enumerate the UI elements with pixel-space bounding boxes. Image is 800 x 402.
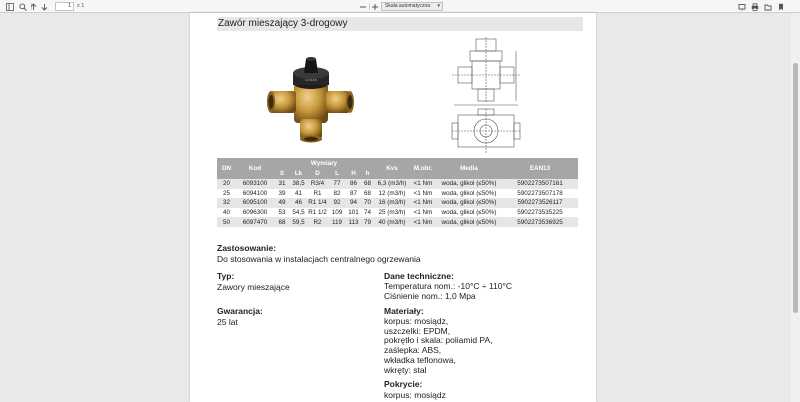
table-cell: 79: [361, 217, 374, 227]
col-header: Lk: [290, 169, 307, 180]
col-header: L: [328, 169, 346, 180]
col-header: Media: [436, 158, 502, 179]
table-cell: 82: [328, 189, 346, 199]
typ-heading: Typ:: [217, 271, 235, 281]
dane-line: Temperatura nom.: -10°C ÷ 110°C: [384, 281, 512, 291]
table-cell: <1 Nm: [410, 198, 436, 208]
table-cell: 20: [217, 179, 236, 189]
materialy-line: wkładka teflonowa,: [384, 354, 456, 365]
table-cell: 16 (m3/h): [374, 198, 410, 208]
table-cell: 5902273507178: [502, 189, 578, 199]
save-icon[interactable]: [762, 1, 773, 12]
materialy-line: zaślepka: ABS,: [384, 345, 442, 356]
table-row: [217, 217, 578, 227]
table-row: [217, 189, 578, 199]
table-row: [217, 198, 578, 208]
col-header: S: [274, 169, 290, 180]
materialy-line: wkręty: stal: [384, 364, 427, 375]
technical-drawing: [450, 37, 522, 157]
gwarancja-heading: Gwarancja:: [217, 306, 263, 316]
typ-text: Zawory mieszające: [217, 282, 290, 292]
table-cell: 46: [290, 198, 307, 208]
previous-page-button[interactable]: [28, 1, 39, 12]
col-header: Kvs: [374, 158, 410, 179]
col-header: h: [361, 169, 374, 180]
page-title: Zawór mieszający 3-drogowy: [218, 18, 348, 29]
page-number-input[interactable]: 1: [55, 2, 74, 11]
table-cell: 92: [328, 198, 346, 208]
pdf-page: [190, 13, 596, 402]
col-header: M.obr.: [410, 158, 436, 179]
table-cell: 68: [274, 217, 290, 227]
table-cell: 109: [328, 208, 346, 218]
table-cell: 59,5: [290, 217, 307, 227]
table-cell: <1 Nm: [410, 217, 436, 227]
table-cell: 54,5: [290, 208, 307, 218]
table-cell: 6096300: [236, 208, 274, 218]
col-header: DN: [217, 158, 236, 179]
table-cell: 101: [346, 208, 361, 218]
spec-table: [217, 158, 578, 227]
zoom-select[interactable]: Skala automatyczna ▾: [381, 2, 443, 11]
vertical-scrollbar[interactable]: [791, 13, 800, 402]
table-cell: <1 Nm: [410, 189, 436, 199]
col-header: EAN13: [502, 158, 578, 179]
table-cell: R1 1/2: [308, 209, 327, 217]
table-cell: 5902273526117: [502, 198, 578, 208]
table-cell: 6093100: [236, 179, 274, 189]
table-cell: 6,3 (m3/h): [374, 179, 410, 189]
table-cell: 25 (m3/h): [374, 208, 410, 218]
table-cell: R1 1/4: [308, 199, 327, 207]
pokrycie-heading: Pokrycie:: [384, 379, 423, 389]
materialy-heading: Materiały:: [384, 306, 424, 316]
search-icon[interactable]: [17, 1, 28, 12]
pdf-toolbar: [0, 0, 800, 13]
scrollbar-thumb[interactable]: [793, 63, 798, 313]
table-cell: 50: [217, 217, 236, 227]
table-cell: 5902273507161: [502, 179, 578, 189]
table-cell: 6094100: [236, 189, 274, 199]
table-cell: 87: [346, 189, 361, 199]
table-cell: 32: [217, 198, 236, 208]
table-cell: R3/4: [307, 179, 328, 189]
product-title-bar: [217, 17, 583, 31]
col-header: H: [346, 169, 361, 180]
table-cell: 49: [274, 198, 290, 208]
table-cell: 40 (m3/h): [374, 217, 410, 227]
table-cell: 94: [346, 198, 361, 208]
table-cell: <1 Nm: [410, 179, 436, 189]
table-cell: 41: [290, 189, 307, 199]
sidebar-toggle-icon[interactable]: [4, 1, 15, 12]
table-cell: 6097470: [236, 217, 274, 227]
table-cell: 74: [361, 208, 374, 218]
page-total-label: z 1: [77, 3, 85, 9]
table-cell: 5902273535225: [502, 208, 578, 218]
table-cell: 113: [346, 217, 361, 227]
table-cell: 68: [361, 179, 374, 189]
table-cell: 77: [328, 179, 346, 189]
dane-heading: Dane techniczne:: [384, 271, 454, 281]
gwarancja-text: 25 lat: [217, 317, 238, 327]
table-cell: 53: [274, 208, 290, 218]
table-cell: woda, glikol (≤50%): [436, 208, 502, 218]
table-cell: 40: [217, 208, 236, 218]
dane-list: [384, 282, 512, 301]
table-cell: 86: [346, 179, 361, 189]
svg-text:1 2 3 4 5: 1 2 3 4 5: [305, 78, 317, 82]
table-cell: 70: [361, 198, 374, 208]
table-cell: 31: [274, 179, 290, 189]
next-page-button[interactable]: [39, 1, 50, 12]
materialy-line: uszczelki: EPDM,: [384, 325, 451, 336]
group-header-wymiary: Wymiary: [274, 158, 374, 169]
table-cell: woda, glikol (≤50%): [436, 179, 502, 189]
materialy-line: korpus: mosiądz,: [384, 316, 449, 326]
table-cell: 119: [328, 217, 346, 227]
print-icon[interactable]: [749, 1, 760, 12]
zastosowanie-heading: Zastosowanie:: [217, 243, 277, 253]
table-cell: 38,5: [290, 179, 307, 189]
chevron-down-icon: ▾: [437, 3, 440, 9]
table-cell: woda, glikol (≤50%): [436, 189, 502, 199]
table-cell: 12 (m3/h): [374, 189, 410, 199]
materialy-line: pokrętło i skala: poliamid PA,: [384, 335, 493, 346]
zastosowanie-text: Do stosowania w instalacjach centralnego ogrzewania: [217, 254, 421, 264]
table-row: [217, 208, 578, 218]
table-cell: woda, glikol (≤50%): [436, 198, 502, 208]
dane-line: Ciśnienie nom.: 1,0 Mpa: [384, 290, 476, 301]
table-cell: 39: [274, 189, 290, 199]
bookmark-icon[interactable]: [775, 1, 786, 12]
valve-photo: [266, 53, 356, 143]
zoom-in-button[interactable]: [369, 1, 380, 12]
table-cell: R2: [307, 217, 328, 227]
table-cell: woda, glikol (≤50%): [436, 217, 502, 227]
table-cell: R1: [307, 189, 328, 199]
table-cell: 6095100: [236, 198, 274, 208]
table-row: [217, 179, 578, 189]
table-cell: 25: [217, 189, 236, 199]
col-header: Kod: [236, 158, 274, 179]
table-cell: <1 Nm: [410, 208, 436, 218]
table-cell: 5902273536925: [502, 217, 578, 227]
col-header: D: [307, 169, 328, 180]
presentation-mode-icon[interactable]: [736, 1, 747, 12]
table-cell: 68: [361, 189, 374, 199]
materialy-list: [384, 317, 493, 375]
zoom-out-button[interactable]: [357, 1, 368, 12]
pokrycie-text: korpus: mosiądz: [384, 390, 446, 400]
